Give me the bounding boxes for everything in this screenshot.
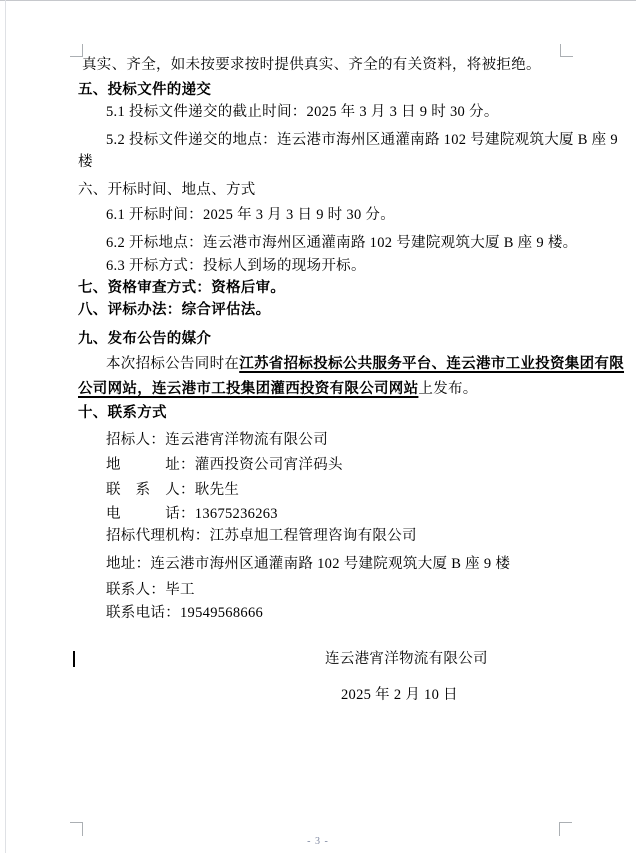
crop-mark-bottom-left-vertical bbox=[82, 823, 83, 836]
announcement-prefix-text: 本次招标公告同时在 bbox=[106, 356, 240, 372]
signature-company: 连云港宵洋物流有限公司 bbox=[325, 651, 488, 667]
paragraph-6-1: 6.1 开标时间：2025 年 3 月 3 日 9 时 30 分。 bbox=[106, 207, 396, 223]
contact-tenderer-person: 联 系 人：耿先生 bbox=[106, 482, 240, 498]
contact-agency: 招标代理机构：江苏卓旭工程管理咨询有限公司 bbox=[106, 528, 417, 544]
paragraph-5-2-line1: 5.2 投标文件递交的地点：连云港市海州区通灌南路 102 号建院观筑大厦 B 座 9 bbox=[106, 132, 618, 148]
crop-mark-bottom-right-vertical bbox=[559, 823, 560, 836]
heading-section10: 十、联系方式 bbox=[78, 405, 167, 421]
paragraph-announcement-line1 bbox=[106, 356, 624, 373]
contact-tenderer-address: 地 址：灌西投资公司宵洋码头 bbox=[106, 457, 343, 473]
page-number: - 3 - bbox=[307, 836, 329, 847]
contact-tenderer-phone: 电 话：13675236263 bbox=[106, 506, 278, 522]
text-cursor[interactable] bbox=[73, 651, 75, 667]
paragraph-intro-tail: 真实、齐全，如未按要求按时提供真实、齐全的有关资料，将被拒绝。 bbox=[82, 57, 541, 73]
page-top-edge bbox=[0, 0, 636, 1]
heading-section9: 九、发布公告的媒介 bbox=[78, 331, 212, 347]
contact-agency-address: 地址：连云港市海州区通灌南路 102 号建院观筑大厦 B 座 9 楼 bbox=[106, 556, 511, 572]
crop-mark-bottom-left-horizontal bbox=[70, 822, 83, 823]
announcement-platforms-part1: 江苏省招标投标公共服务平台、连云港市工业投资集团有限 bbox=[239, 356, 625, 372]
announcement-suffix-text: 上发布。 bbox=[418, 381, 478, 397]
page-left-edge bbox=[5, 0, 6, 853]
heading-section8: 八、评标办法：综合评估法。 bbox=[78, 302, 271, 318]
paragraph-announcement-line2 bbox=[78, 381, 478, 398]
signature-date: 2025 年 2 月 10 日 bbox=[341, 687, 458, 703]
paragraph-6-2: 6.2 开标地点：连云港市海州区通灌南路 102 号建院观筑大厦 B 座 9 楼。 bbox=[106, 235, 578, 251]
crop-mark-top-right-horizontal bbox=[560, 56, 573, 57]
contact-agency-person: 联系人：毕工 bbox=[106, 582, 195, 598]
crop-mark-bottom-right-horizontal bbox=[559, 822, 572, 823]
paragraph-5-1: 5.1 投标文件递交的截止时间：2025 年 3 月 3 日 9 时 30 分。 bbox=[106, 104, 499, 120]
paragraph-6-3: 6.3 开标方式：投标人到场的现场开标。 bbox=[106, 258, 366, 274]
contact-tenderer: 招标人：连云港宵洋物流有限公司 bbox=[106, 432, 328, 448]
heading-section7: 七、资格审查方式：资格后审。 bbox=[78, 280, 286, 296]
heading-section5: 五、投标文件的递交 bbox=[78, 82, 212, 98]
paragraph-5-2-line2: 楼 bbox=[78, 154, 93, 170]
heading-section6: 六、开标时间、地点、方式 bbox=[78, 182, 256, 198]
contact-agency-phone: 联系电话：19549568666 bbox=[106, 605, 264, 621]
announcement-platforms-part2: 公司网站，连云港市工投集团灌西投资有限公司网站 bbox=[78, 381, 419, 397]
